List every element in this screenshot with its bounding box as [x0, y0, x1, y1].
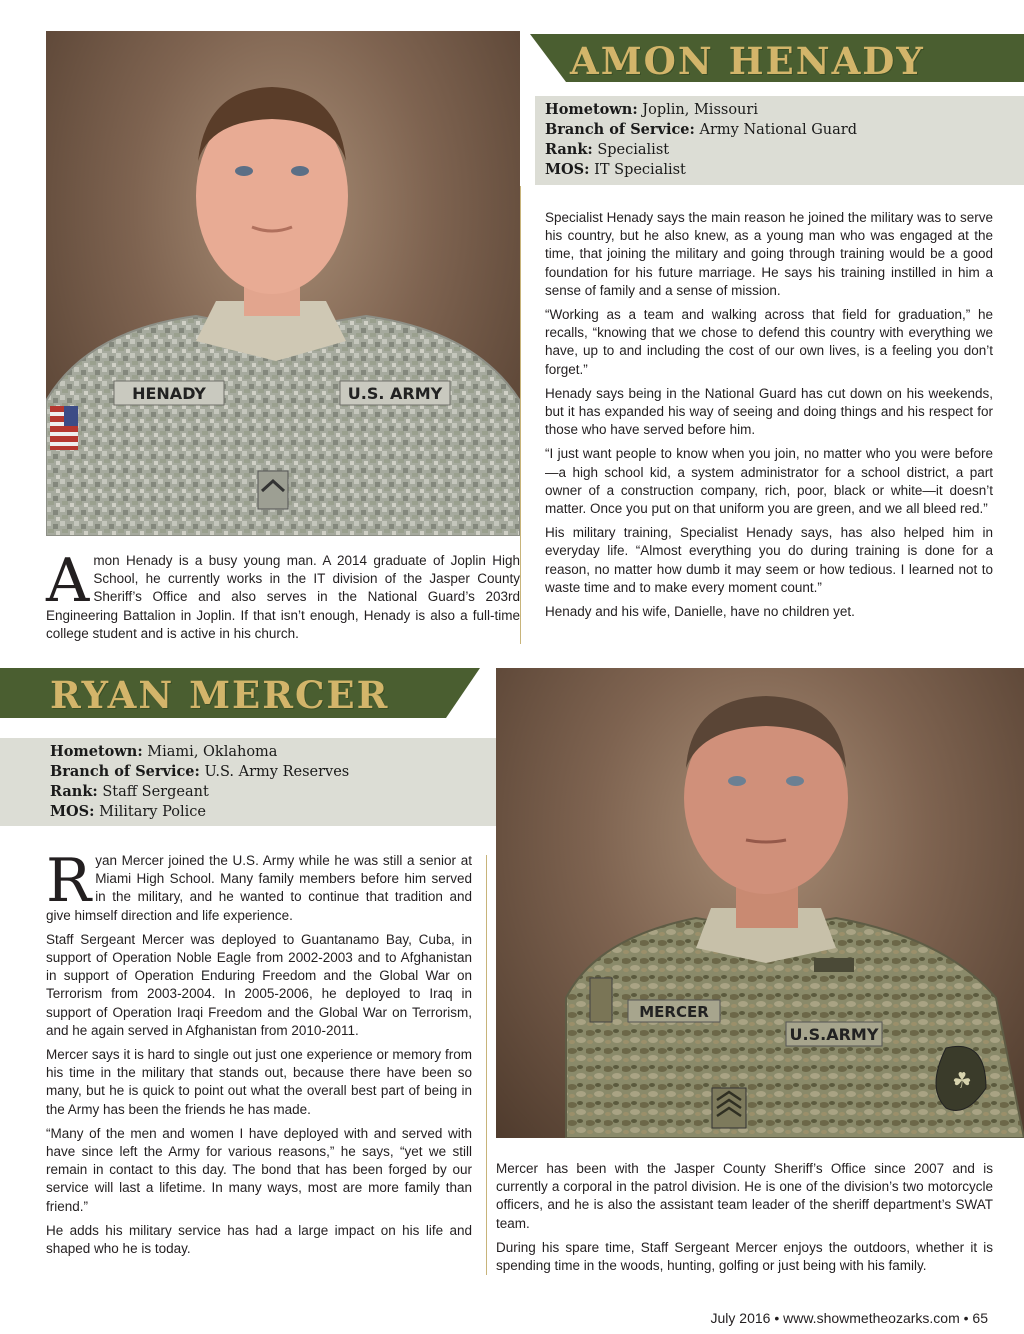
page-footer: July 2016 • www.showmetheozarks.com • 65 — [710, 1310, 988, 1326]
mercer-hometown — [50, 742, 486, 762]
mercer-paragraph: Mercer has been with the Jasper County Sheriff’s Office since 2007 and is currently a corporal in the patrol division. He is one of the division’s two motorcycle officers, and he is also the assistant team leader of the sheriff department’s SWAT team. — [496, 1161, 993, 1231]
mos-value: Military Police — [99, 804, 206, 820]
mercer-branch — [50, 762, 486, 782]
mercer-info-box — [0, 738, 496, 826]
henady-paragraph: Henady and his wife, Danielle, have no children yet. — [545, 604, 855, 620]
mercer-name-banner — [0, 668, 480, 718]
henady-rank — [545, 140, 1014, 160]
henady-paragraph: Henady says being in the National Guard has cut down on his weekends, but it has expanded his way of seeing and doing things and his respect for those who have served before him. — [545, 385, 993, 438]
hometown-label: Hometown: — [545, 101, 638, 118]
henady-hometown — [545, 100, 1014, 120]
mercer-column-rule — [486, 855, 487, 1275]
mercer-paragraph: During his spare time, Staff Sergeant Mercer enjoys the outdoors, whether it is spending time in the woods, hunting, golfing or just being with his family. — [496, 1239, 993, 1274]
branch-label: Branch of Service: — [50, 763, 200, 780]
rank-label: Rank: — [50, 783, 98, 800]
rank-value: Specialist — [597, 142, 670, 158]
combat-badge-icon — [814, 958, 854, 972]
henady-column-rule — [520, 186, 521, 644]
mercer-branch-tape: U.S.ARMY — [789, 1025, 879, 1044]
henady-intro — [46, 546, 520, 643]
mercer-portrait-photo — [496, 668, 1024, 1138]
henady-paragraph: His military training, Specialist Henady says, has also helped him in everyday life. “Almost everything you do during training is done for a reason, no matter how dumb it may seem or how tedious. I learned not to waste time and to make every moment count.” — [545, 525, 993, 595]
henady-paragraph: Specialist Henady says the main reason he joined the military was to serve his country, but he also knew, as a young man who was engaged at the time, that joining the military and going through training would be a good foundation for his future marriage. He says his training instilled in him a sense of family and a sense of mission. — [545, 210, 993, 298]
rank-insignia-icon — [258, 471, 288, 509]
mercer-name-heading: RYAN MERCER — [50, 673, 390, 717]
us-flag-patch-icon — [50, 406, 78, 450]
mos-value: IT Specialist — [594, 162, 686, 178]
branch-value: Army National Guard — [699, 122, 857, 138]
mercer-rank — [50, 782, 486, 802]
mercer-paragraph: He adds his military service has had a large impact on his life and shaped who he is today. — [46, 1222, 472, 1257]
henady-name-banner — [530, 34, 1024, 82]
henady-dropcap: A — [46, 546, 90, 616]
branch-value: U.S. Army Reserves — [204, 764, 350, 780]
mos-label: MOS: — [545, 161, 590, 178]
mercer-paragraph: “Many of the men and women I have deployed with and served with have since left the Army for various reasons,” he says, “yet we still remain in contact to this day. The bond that has been forged by our service will last a lifetime. In many ways, most are more family than friend.” — [46, 1125, 472, 1214]
branch-label: Branch of Service: — [545, 121, 695, 138]
henady-body — [545, 209, 993, 627]
mercer-intro-text: yan Mercer joined the U.S. Army while he was still a senior at Miami High School. Many family members before him served in the military, and he wanted to continue that tradition and give himself direction and life experience. — [46, 853, 472, 923]
henady-name-tape: HENADY — [132, 384, 206, 403]
mercer-mos — [50, 802, 486, 822]
flag-patch-icon — [590, 978, 612, 1022]
henady-portrait-photo — [46, 31, 520, 536]
mercer-dropcap: R — [46, 846, 92, 916]
henady-info-box — [535, 96, 1024, 185]
mercer-name-tape: MERCER — [639, 1003, 709, 1021]
mercer-paragraph: Staff Sergeant Mercer was deployed to Guantanamo Bay, Cuba, in support of Operation Noble Eagle from 2002-2003 and to Afghanistan in support of Operation Enduring Freedom and the Global War on Terrorism from 2003-2004. In 2005-2006, he deployed to Iraq in support of Operation Iraqi Freedom and the Global War on Terrorism, and he again served in Afghanistan from 2010-2011. — [46, 931, 472, 1038]
rank-insignia-icon — [712, 1088, 746, 1128]
henady-paragraph: “I just want people to know when you join, no matter who you were before—a high school kid, a system administrator for a school district, a part owner of a construction company, rich, poor, black or white—it doesn’t matter. Once you put on that uniform you are green, and we all bleed red.” — [545, 446, 993, 517]
henady-mos — [545, 160, 1014, 180]
mercer-left-body — [46, 846, 472, 1264]
henady-intro-text: mon Henady is a busy young man. A 2014 graduate of Joplin High School, he currently works in the IT division of the Jasper County Sheriff’s Office and also serves in the National Guard’s 203rd Engineering Battalion in Joplin. If that isn’t enough, Henady is also a full-time college student and is active in his church. — [46, 553, 520, 641]
rank-label: Rank: — [545, 141, 593, 158]
henady-portrait-illustration — [46, 31, 520, 536]
henady-paragraph: “Working as a team and walking across that field for graduation,” he recalls, “knowing that we chose to defend this country with everything we have, up to and including the cost of our own lives, is a feeling you don’t forget.” — [545, 307, 993, 377]
hometown-value: Joplin, Missouri — [642, 102, 758, 118]
hometown-value: Miami, Oklahoma — [147, 744, 278, 760]
henady-branch-tape: U.S. ARMY — [347, 384, 443, 403]
svg-text:☘: ☘ — [952, 1069, 972, 1094]
henady-branch — [545, 120, 1014, 140]
henady-name-heading: AMON HENADY — [570, 39, 925, 83]
mos-label: MOS: — [50, 803, 95, 820]
mercer-right-body — [496, 1160, 993, 1281]
rank-value: Staff Sergeant — [102, 784, 209, 800]
mercer-paragraph: Mercer says it is hard to single out just one experience or memory from his time in the military that stands out, because there have been so many, but he is quick to point out what the overall best part of being in the Army has been the friends he has made. — [46, 1047, 472, 1117]
hometown-label: Hometown: — [50, 743, 143, 760]
mercer-portrait-illustration — [496, 668, 1024, 1138]
